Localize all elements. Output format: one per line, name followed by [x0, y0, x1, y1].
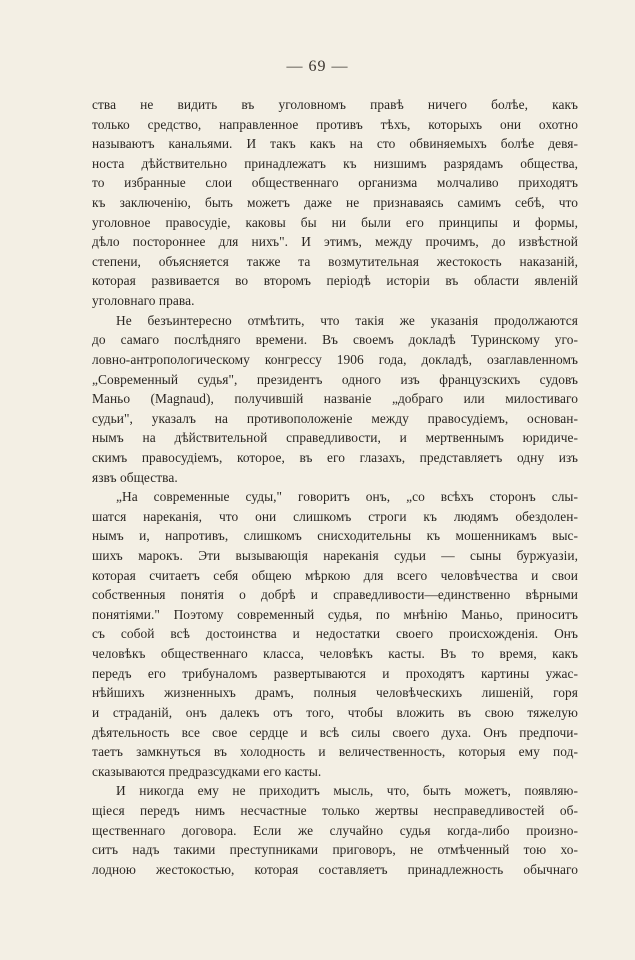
text-line: сказываются предразсудками его касты.: [92, 763, 322, 779]
text-line: скимъ правосудіемъ, которое, въ его глазахъ, представляетъ одну изъ: [92, 449, 578, 465]
text-line: которая считаетъ себя общею мѣркою для всего человѣчества и свои: [92, 567, 578, 583]
text-line: язвъ общества.: [92, 469, 178, 485]
text-line: понятіями." Поэтому современный судья, по мнѣнію Маньо, приноситъ: [92, 606, 578, 622]
text-line: то избранные слои общественнаго организма молчаливо приходятъ: [92, 175, 578, 191]
text-line: щественнаго договора. Если же случайно судья когда-либо произно-: [92, 822, 578, 838]
text-line: щіеся передъ нимъ несчастные только жертвы несправедливостей об-: [92, 802, 578, 818]
text-line: только средство, направленное противъ тѣхъ, которыхъ они охотно: [92, 116, 578, 132]
text-line: собственныя понятія о добрѣ и справедливости—единственно вѣрными: [92, 587, 578, 603]
page-number: — 69 —: [286, 58, 349, 75]
text-line: таетъ замкнуться въ холодность и величественность, которыя ему под-: [92, 744, 578, 760]
text-line: шатся нареканія, что они слишкомъ строги къ людямъ обездолен-: [92, 508, 578, 524]
text-line: нымъ на дѣйствительной справедливости, и мертвеннымъ юридиче-: [92, 430, 578, 446]
text-line: „На современные суды," говоритъ онъ, „со всѣхъ сторонъ слы-: [116, 489, 578, 505]
body-text: [92, 95, 578, 879]
text-line: и страданій, онъ далекъ отъ того, чтобы вложить въ свою тяжелую: [92, 704, 578, 720]
text-line: носта дѣйствительно принадлежатъ къ низшимъ разрядамъ общества,: [92, 155, 578, 171]
text-line: дѣятельность все свое сердце и всѣ силы своего духа. Онъ предпочи-: [92, 724, 578, 740]
text-line: степени, объясняется также та возмутительная жестокость наказаній,: [92, 253, 578, 269]
text-line: человѣкъ общественнаго класса, человѣкъ касты. Въ то время, какъ: [92, 646, 578, 662]
text-line: И никогда ему не приходитъ мысль, что, быть можетъ, появляю-: [116, 783, 578, 799]
text-line: лодною жестокостью, которая составляетъ принадлежность обычнаго: [92, 861, 578, 877]
text-line: уголовнаго права.: [92, 293, 195, 309]
text-line: ситъ надъ такими преступниками приговоръ, не отмѣченный тою хо-: [92, 842, 578, 858]
text-line: Маньо (Magnaud), получившій названіе „добраго или милостиваго: [92, 391, 578, 407]
text-line: шихъ марокъ. Эти вызывающія нареканія судьи — сыны буржуазіи,: [92, 548, 578, 564]
text-line: „Современный судья", президентъ одного изъ французскихъ судовъ: [92, 371, 578, 387]
text-line: нымъ и, напротивъ, слишкомъ снисходительны къ мошенникамъ выс-: [92, 528, 578, 544]
text-line: Не безъинтересно отмѣтить, что такія же указанія продолжаются: [116, 312, 578, 328]
text-line: нѣйшихъ жизненныхъ драмъ, полныя человѣческихъ лишеній, горя: [92, 685, 578, 701]
text-line: дѣло постороннее для нихъ". И этимъ, между прочимъ, до извѣстной: [92, 234, 578, 250]
text-line: передъ его трибуналомъ развертываются и проходятъ картины ужас-: [92, 665, 578, 681]
text-line: съ собой всѣ достоинства и недостатки своего происхожденія. Онъ: [92, 626, 578, 642]
text-line: называютъ канальями. И такъ какъ на сто обвиняемыхъ болѣе девя-: [92, 136, 578, 152]
text-line: судьи", указалъ на противоположеніе между правосудіемъ, основан-: [92, 410, 578, 426]
text-line: ства не видить въ уголовномъ правѣ ничего болѣе, какъ: [92, 97, 578, 112]
text-line: уголовное правосудіе, каковы бы ни были его принципы и формы,: [92, 214, 578, 230]
text-line: до самаго послѣдняго времени. Въ своемъ докладѣ Туринскому уго-: [92, 332, 578, 348]
text-line: ловно-антропологическому конгрессу 1906 года, докладѣ, озаглавленномъ: [92, 351, 578, 367]
text-line: къ заключенію, быть можетъ даже не признаваясь самимъ себѣ, что: [92, 195, 578, 211]
text-line: которая развивается во второмъ періодѣ исторіи въ области явленій: [92, 273, 578, 289]
